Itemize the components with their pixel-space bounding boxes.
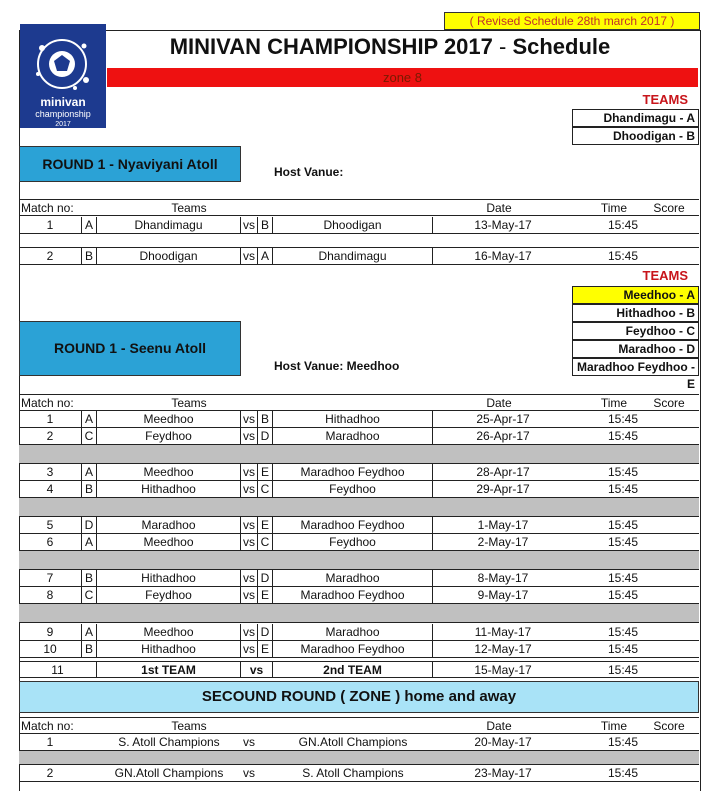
match-time: 15:45 — [607, 663, 639, 677]
table-row — [19, 534, 699, 551]
group-a: B — [81, 481, 97, 497]
team-a: Dhandimagu — [97, 217, 241, 233]
team-a: Dhoodigan — [97, 248, 241, 264]
group-b: E — [257, 464, 273, 480]
match-time: 15:45 — [607, 249, 639, 263]
col-date: Date — [486, 719, 512, 733]
title-sub: Schedule — [512, 34, 611, 59]
team-b: Maradhoo Feydhoo — [273, 464, 433, 480]
team-a: Feydhoo — [97, 587, 241, 603]
team-b: Dhoodigan — [273, 217, 433, 233]
team-b: S. Atoll Champions — [302, 766, 404, 780]
team-b: Hithadhoo — [273, 411, 433, 427]
table-row — [19, 765, 699, 782]
match-date: 15-May-17 — [474, 663, 532, 677]
match-date: 20-May-17 — [474, 735, 532, 749]
teams-heading-1: TEAMS — [642, 92, 688, 107]
team-entry: Maradhoo Feydhoo - E — [572, 358, 699, 376]
table-row — [19, 428, 699, 445]
vs-label: vs — [243, 735, 255, 749]
match-no: 4 — [46, 482, 54, 496]
match-time: 15:45 — [607, 571, 639, 585]
team-a: Meedhoo — [97, 534, 241, 550]
match-time: 15:45 — [607, 465, 639, 479]
team-entry-highlighted: Meedhoo - A — [572, 286, 699, 304]
championship-logo — [20, 24, 106, 128]
vs-label: vs — [243, 642, 255, 656]
team-b: Maradhoo — [273, 570, 433, 586]
table-row — [19, 464, 699, 481]
team-b: Maradhoo Feydhoo — [273, 641, 433, 657]
match-date: 26-Apr-17 — [476, 429, 530, 443]
table-row-final — [19, 661, 699, 678]
match-date: 25-Apr-17 — [476, 412, 530, 426]
host-venue-1: Host Vanue: — [274, 165, 344, 179]
vs-label: vs — [243, 588, 255, 602]
vs-label: vs — [243, 766, 255, 780]
match-no: 7 — [46, 571, 54, 585]
match-date: 2-May-17 — [477, 535, 529, 549]
match-no: 8 — [46, 588, 54, 602]
separator-band — [19, 445, 699, 464]
group-b: E — [257, 587, 273, 603]
match-no: 11 — [19, 662, 97, 678]
revised-note: ( Revised Schedule 28th march 2017 ) — [444, 12, 700, 30]
table-header — [19, 199, 699, 216]
match-date: 8-May-17 — [477, 571, 529, 585]
round-label-2: ROUND 1 - Seenu Atoll — [19, 321, 241, 376]
match-date: 28-Apr-17 — [476, 465, 530, 479]
group-a: B — [81, 248, 97, 264]
group-a: B — [81, 570, 97, 586]
vs-label: vs — [241, 662, 273, 678]
teams-heading-2: TEAMS — [642, 268, 688, 283]
table-row — [19, 248, 699, 265]
col-score: Score — [653, 719, 685, 733]
group-a: C — [81, 587, 97, 603]
title-main: MINIVAN CHAMPIONSHIP 2017 — [169, 34, 493, 59]
match-date: 16-May-17 — [474, 249, 532, 263]
col-teams: Teams — [171, 719, 207, 733]
team-b: Maradhoo — [273, 624, 433, 640]
team-b: Feydhoo — [273, 534, 433, 550]
col-date: Date — [486, 201, 512, 215]
group-b: C — [257, 534, 273, 550]
team-b: Maradhoo — [273, 428, 433, 444]
group-b: D — [257, 428, 273, 444]
col-match: Match no: — [21, 396, 74, 410]
page-title — [110, 34, 670, 60]
table-header — [19, 394, 699, 411]
group-b: D — [257, 570, 273, 586]
vs-label: vs — [243, 571, 255, 585]
group-b: A — [257, 248, 273, 264]
team-entry: Maradhoo - D — [572, 340, 699, 358]
match-no: 10 — [43, 642, 57, 656]
vs-label: vs — [243, 625, 255, 639]
match-date: 12-May-17 — [474, 642, 532, 656]
vs-label: vs — [243, 249, 255, 263]
match-no: 9 — [46, 625, 54, 639]
logo-line2: championship — [35, 109, 91, 119]
match-time: 15:45 — [607, 642, 639, 656]
ball-icon — [20, 24, 106, 128]
separator-band — [19, 234, 699, 248]
group-b: E — [257, 641, 273, 657]
match-time: 15:45 — [607, 482, 639, 496]
match-time: 15:45 — [607, 766, 639, 780]
separator-band — [19, 604, 699, 623]
match-date: 9-May-17 — [477, 588, 529, 602]
team-b: Maradhoo Feydhoo — [273, 517, 433, 533]
title-dash: - — [492, 34, 513, 59]
team-entry: Dhoodigan - B — [572, 127, 699, 145]
match-date: 23-May-17 — [474, 766, 532, 780]
table-row — [19, 411, 699, 428]
team-a: Hithadhoo — [97, 570, 241, 586]
table-row — [19, 481, 699, 498]
col-teams: Teams — [171, 201, 207, 215]
vs-label: vs — [243, 518, 255, 532]
group-a: D — [81, 517, 97, 533]
table-row — [19, 570, 699, 587]
match-time: 15:45 — [607, 518, 639, 532]
group-a: A — [81, 624, 97, 640]
team-b: Maradhoo Feydhoo — [273, 587, 433, 603]
match-time: 15:45 — [607, 535, 639, 549]
team-b: 2nd TEAM — [273, 662, 433, 678]
col-teams: Teams — [171, 396, 207, 410]
group-b: E — [257, 517, 273, 533]
col-match: Match no: — [21, 201, 74, 215]
col-time: Time — [600, 201, 628, 215]
team-a: Hithadhoo — [97, 481, 241, 497]
match-no: 5 — [46, 518, 54, 532]
match-date: 1-May-17 — [477, 518, 529, 532]
match-time: 15:45 — [607, 735, 639, 749]
separator-band — [19, 498, 699, 517]
group-b: B — [257, 411, 273, 427]
separator-band — [19, 551, 699, 570]
match-time: 15:45 — [607, 218, 639, 232]
team-b: Dhandimagu — [273, 248, 433, 264]
table-row — [19, 517, 699, 534]
match-time: 15:45 — [607, 625, 639, 639]
team-b: Feydhoo — [273, 481, 433, 497]
match-no: 2 — [46, 249, 54, 263]
team-entry: Feydhoo - C — [572, 322, 699, 340]
zone-banner: zone 8 — [107, 68, 698, 87]
team-a: Meedhoo — [97, 411, 241, 427]
table-header — [19, 717, 699, 734]
host-venue-2: Host Vanue: Meedhoo — [274, 359, 400, 373]
match-date: 11-May-17 — [474, 625, 532, 639]
team-a: Maradhoo — [97, 517, 241, 533]
group-a: A — [81, 464, 97, 480]
table-row — [19, 624, 699, 641]
group-b: B — [257, 217, 273, 233]
col-score: Score — [653, 201, 685, 215]
group-a: B — [81, 641, 97, 657]
second-round-banner: SECOUND ROUND ( ZONE ) home and away — [19, 681, 699, 713]
col-time: Time — [600, 719, 628, 733]
match-no: 1 — [46, 412, 54, 426]
group-a: A — [81, 217, 97, 233]
team-a: Hithadhoo — [97, 641, 241, 657]
team-a: Feydhoo — [97, 428, 241, 444]
match-no: 3 — [46, 465, 54, 479]
group-b: D — [257, 624, 273, 640]
match-no: 2 — [46, 766, 54, 780]
vs-label: vs — [243, 535, 255, 549]
logo-line1: minivan — [40, 95, 86, 109]
group-a: A — [81, 411, 97, 427]
col-time: Time — [600, 396, 628, 410]
match-date: 13-May-17 — [474, 218, 532, 232]
vs-label: vs — [243, 429, 255, 443]
vs-label: vs — [243, 218, 255, 232]
table-row — [19, 587, 699, 604]
match-no: 1 — [46, 735, 54, 749]
team-b: GN.Atoll Champions — [298, 735, 408, 749]
group-a: A — [81, 534, 97, 550]
team-a: GN.Atoll Champions — [114, 766, 224, 780]
match-time: 15:45 — [607, 429, 639, 443]
match-no: 2 — [46, 429, 54, 443]
match-date: 29-Apr-17 — [476, 482, 530, 496]
round-label-1: ROUND 1 - Nyaviyani Atoll — [19, 146, 241, 182]
team-a: Meedhoo — [97, 624, 241, 640]
col-match: Match no: — [21, 719, 74, 733]
col-score: Score — [653, 396, 685, 410]
table-row — [19, 734, 699, 751]
team-entry: Hithadhoo - B — [572, 304, 699, 322]
vs-label: vs — [243, 465, 255, 479]
team-a: 1st TEAM — [97, 662, 241, 678]
vs-label: vs — [243, 412, 255, 426]
team-entry: Dhandimagu - A — [572, 109, 699, 127]
logo-line3: 2017 — [55, 121, 71, 128]
group-a: C — [81, 428, 97, 444]
table-row — [19, 217, 699, 234]
match-no: 1 — [46, 218, 54, 232]
match-time: 15:45 — [607, 412, 639, 426]
match-no: 6 — [46, 535, 54, 549]
vs-label: vs — [243, 482, 255, 496]
separator-band — [19, 751, 699, 765]
col-date: Date — [486, 396, 512, 410]
group-b: C — [257, 481, 273, 497]
team-a: Meedhoo — [97, 464, 241, 480]
team-a: S. Atoll Champions — [118, 735, 220, 749]
match-time: 15:45 — [607, 588, 639, 602]
table-row — [19, 641, 699, 658]
